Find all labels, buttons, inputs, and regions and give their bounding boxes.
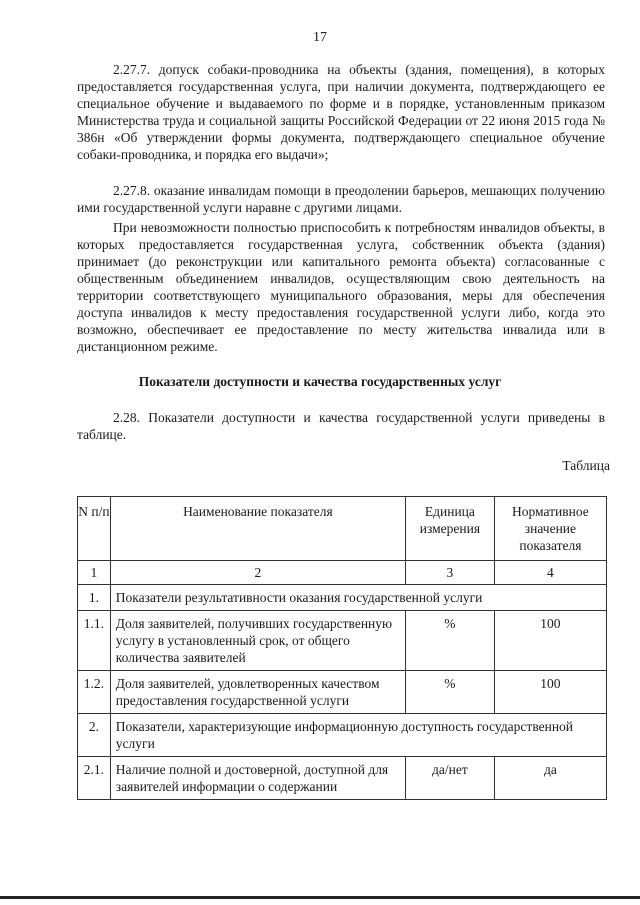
row-unit: % bbox=[405, 671, 494, 714]
paragraph-2-28 bbox=[77, 409, 605, 443]
row-unit: да/нет bbox=[405, 757, 494, 800]
table-row bbox=[78, 611, 607, 671]
section-title: Показатели, характеризующие информационную доступность государственной услуги bbox=[110, 714, 606, 757]
header-norm: Нормативное значение показателя bbox=[494, 497, 606, 561]
paragraph-accessibility-measures bbox=[77, 219, 605, 355]
table-section-row bbox=[78, 585, 607, 611]
row-num: 2.1. bbox=[78, 757, 111, 800]
section-heading: Показатели доступности и качества государственных услуг bbox=[138, 374, 502, 389]
indicators-table bbox=[77, 496, 607, 800]
table-caption: Таблица bbox=[562, 458, 610, 473]
column-number: 3 bbox=[405, 561, 494, 585]
table-section-row bbox=[78, 714, 607, 757]
column-number-row bbox=[78, 561, 607, 585]
row-norm: да bbox=[494, 757, 606, 800]
row-name: Доля заявителей, получивших государственную услугу в установленный срок, от общего количества заявителей bbox=[110, 611, 405, 671]
section-title: Показатели результативности оказания государственной услуги bbox=[110, 585, 606, 611]
row-num: 1.1. bbox=[78, 611, 111, 671]
paragraph-text: 2.28. Показатели доступности и качества государственной услуги приведены в таблице. bbox=[77, 410, 605, 442]
section-num: 2. bbox=[78, 714, 111, 757]
row-norm: 100 bbox=[494, 611, 606, 671]
paragraph-text: 2.27.8. оказание инвалидам помощи в преодолении барьеров, мешающих получению ими государственной услуги наравне с другими лицами. bbox=[77, 183, 605, 215]
table-header-row bbox=[78, 497, 607, 561]
paragraph-text: При невозможности полностью приспособить к потребностям инвалидов объекты, в которых предоставляется государственная услуга, собственник объекта (здания) принимает (до реконструкции или капитального ремонта объекта) согласованные с общественным объединением инвалидов, осуществляющим свою деятельность на территории соответствующего муниципального образования, меры для обеспечения доступа инвалидов к месту предоставления государственной услуги либо, когда это возможно, обеспечивает ее предоставление по месту жительства инвалида или в дистанционном режиме. bbox=[77, 220, 605, 354]
column-number: 4 bbox=[494, 561, 606, 585]
paragraph-text: 2.27.7. допуск собаки-проводника на объекты (здания, помещения), в которых предоставляется государственная услуга, при наличии документа, подтверждающего ее специальное обучение и выдаваемого по форме и в порядке, установленным приказом Министерства труда и социальной защиты Российской Федерации от 22 июня 2015 года № 386н «Об утверждении формы документа, подтверждающего специальное обучение собаки-проводника, и порядка его выдачи»; bbox=[77, 62, 605, 162]
header-num: N п/п bbox=[78, 497, 111, 561]
row-num: 1.2. bbox=[78, 671, 111, 714]
column-number: 1 bbox=[78, 561, 111, 585]
row-name: Доля заявителей, удовлетворенных качеством предоставления государственной услуги bbox=[110, 671, 405, 714]
row-norm: 100 bbox=[494, 671, 606, 714]
paragraph-2-27-8 bbox=[77, 182, 605, 216]
indicators-table-container bbox=[77, 496, 607, 800]
column-number: 2 bbox=[110, 561, 405, 585]
row-name: Наличие полной и достоверной, доступной для заявителей информации о содержании bbox=[110, 757, 405, 800]
section-num: 1. bbox=[78, 585, 111, 611]
row-unit: % bbox=[405, 611, 494, 671]
table-row bbox=[78, 757, 607, 800]
paragraph-2-27-7 bbox=[77, 61, 605, 163]
scan-edge-line bbox=[0, 896, 640, 899]
table-row bbox=[78, 671, 607, 714]
header-name: Наименование показателя bbox=[110, 497, 405, 561]
page-number: 17 bbox=[313, 30, 327, 45]
header-unit: Единица измерения bbox=[405, 497, 494, 561]
